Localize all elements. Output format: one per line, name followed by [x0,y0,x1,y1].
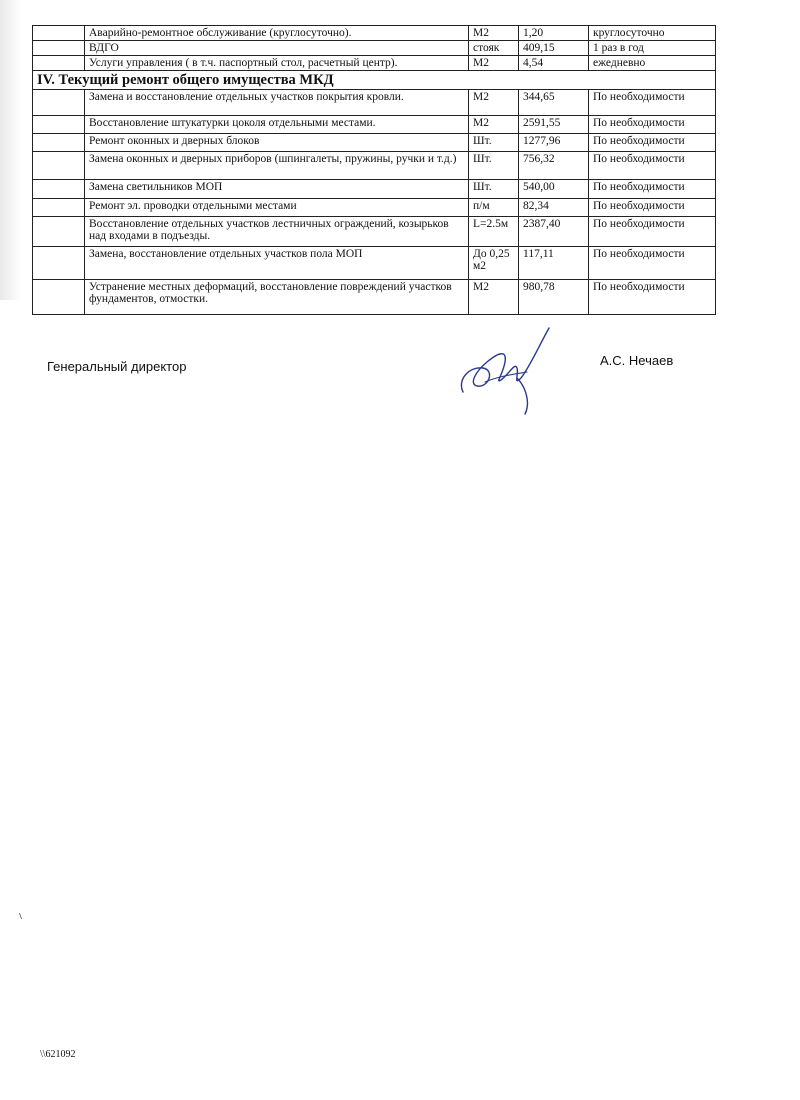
service-price: 2591,55 [519,116,589,134]
service-name: Замена, восстановление отдельных участков пола МОП [85,247,469,280]
service-unit: п/м [469,199,519,217]
table-row [33,41,716,56]
service-price: 4,54 [519,56,589,71]
service-unit: М2 [469,280,519,315]
table-row [33,116,716,134]
signature-icon [455,322,575,417]
service-name: Устранение местных деформаций, восстановление повреждений участков фундаментов, отмостки. [85,280,469,315]
service-period: По необходимости [589,217,716,247]
row-number [33,116,85,134]
service-price: 540,00 [519,180,589,199]
row-number [33,41,85,56]
service-price: 2387,40 [519,217,589,247]
service-price: 980,78 [519,280,589,315]
service-period: По необходимости [589,199,716,217]
table-row [33,199,716,217]
service-price: 1277,96 [519,134,589,152]
service-unit: Шт. [469,180,519,199]
service-price: 756,32 [519,152,589,180]
service-name: Замена светильников МОП [85,180,469,199]
table-row [33,26,716,41]
service-unit: М2 [469,116,519,134]
service-period: По необходимости [589,90,716,116]
service-period: ежедневно [589,56,716,71]
document-code: \\621092 [40,1049,76,1060]
service-period: круглосуточно [589,26,716,41]
service-name: Замена оконных и дверных приборов (шпингалеты, пружины, ручки и т.д.) [85,152,469,180]
service-unit: До 0,25 м2 [469,247,519,280]
row-number [33,90,85,116]
table-row [33,280,716,315]
service-name: Восстановление штукатурки цоколя отдельными местами. [85,116,469,134]
service-unit: М2 [469,26,519,41]
signer-name: А.С. Нечаев [600,353,674,368]
service-name: Услуги управления ( в т.ч. паспортный стол, расчетный центр). [85,56,469,71]
service-name: Восстановление отдельных участков лестничных ограждений, козырьков над входами в подъезды. [85,217,469,247]
row-number [33,26,85,41]
service-name: Аварийно-ремонтное обслуживание (круглосуточно). [85,26,469,41]
service-period: 1 раз в год [589,41,716,56]
service-period: По необходимости [589,247,716,280]
service-period: По необходимости [589,280,716,315]
row-number [33,180,85,199]
service-price: 1,20 [519,26,589,41]
service-unit: М2 [469,90,519,116]
row-number [33,280,85,315]
row-number [33,217,85,247]
table-row [33,90,716,116]
service-name: Ремонт эл. проводки отдельными местами [85,199,469,217]
service-name: ВДГО [85,41,469,56]
table-row [33,247,716,280]
service-period: По необходимости [589,134,716,152]
row-number [33,199,85,217]
services-table [32,25,716,315]
service-unit: Шт. [469,152,519,180]
scan-mark-icon [19,913,22,919]
row-number [33,247,85,280]
table-row [33,152,716,180]
table-row [33,217,716,247]
service-period: По необходимости [589,116,716,134]
row-number [33,56,85,71]
service-unit: Шт. [469,134,519,152]
service-unit: L=2.5м [469,217,519,247]
service-unit: стояк [469,41,519,56]
service-price: 117,11 [519,247,589,280]
signer-position: Генеральный директор [47,359,187,374]
service-price: 409,15 [519,41,589,56]
section-title: IV. Текущий ремонт общего имущества МКД [33,71,716,90]
service-period: По необходимости [589,180,716,199]
service-name: Замена и восстановление отдельных участков покрытия кровли. [85,90,469,116]
service-price: 82,34 [519,199,589,217]
scan-edge-shadow [0,0,22,300]
table-row [33,56,716,71]
table-row [33,180,716,199]
service-unit: М2 [469,56,519,71]
service-name: Ремонт оконных и дверных блоков [85,134,469,152]
table-row [33,134,716,152]
service-price: 344,65 [519,90,589,116]
row-number [33,134,85,152]
service-period: По необходимости [589,152,716,180]
section-header-row [33,71,716,90]
row-number [33,152,85,180]
